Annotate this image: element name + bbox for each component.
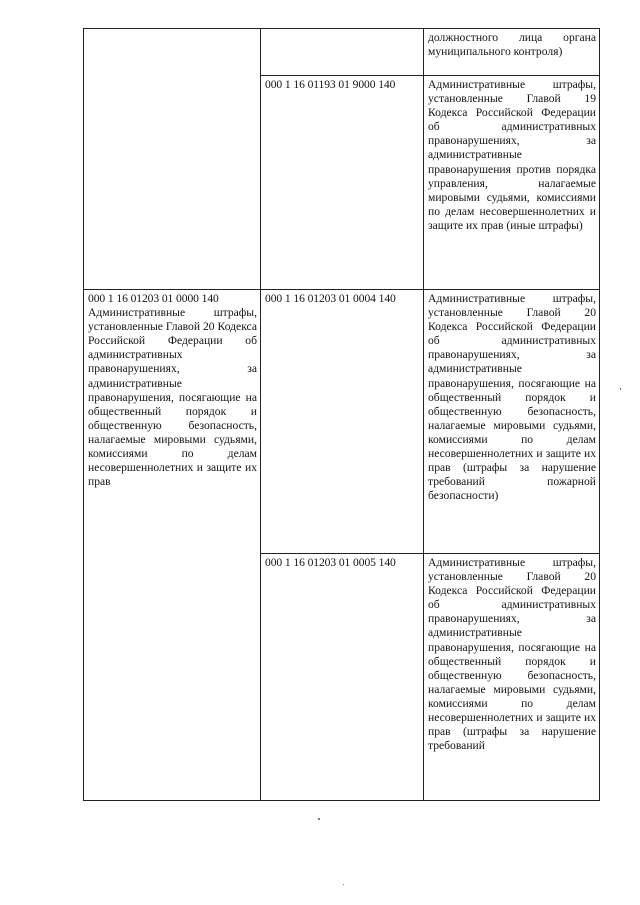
description-cell [424,554,600,801]
scan-speck [620,388,621,390]
description-text: должностного лица органа муниципального контроля) [428,31,596,59]
group-description-text: Административные штрафы, установленные Главой 20 Кодекса Российской Федерации об административных правонарушениях, за административные правонарушения, посягающие на общественный порядок и общественную безопасность, налагаемые мировыми судьями, комиссиями по делам несовершеннолетних и защите их прав [88,306,257,489]
table-row [84,29,600,76]
budget-codes-table [83,28,600,801]
description-cell [424,76,600,290]
code-cell [261,76,424,290]
scan-speck [318,818,320,820]
description-text: Административные штрафы, установленные Главой 20 Кодекса Российской Федерации об административных правонарушениях, за административные правонарушения, посягающие на общественный порядок и общественную безопасность, налагаемые мировыми судьями, комиссиями по делам несовершеннолетних и защите их прав (штрафы за нарушение требований [428,556,596,753]
description-text: Административные штрафы, установленные Главой 20 Кодекса Российской Федерации об административных правонарушениях, за административные правонарушения, посягающие на общественный порядок и общественную безопасность, налагаемые мировыми судьями, комиссиями по делам несовершеннолетних и защите их прав (штрафы за нарушение требований пожарной безопасности) [428,292,596,503]
group-cell [84,290,261,801]
description-cell [424,29,600,76]
code-cell [261,290,424,554]
code-text: 000 1 16 01203 01 0005 140 [265,556,396,569]
description-text: Административные штрафы, установленные Главой 19 Кодекса Российской Федерации об административных правонарушениях, за административные правонарушения против порядка управления, налагаемые мировыми судьями, комиссиями по делам несовершеннолетних и защите их прав (иные штрафы) [428,78,596,232]
scan-speck [343,884,344,885]
code-text: 000 1 16 01203 01 0004 140 [265,292,396,305]
description-cell [424,290,600,554]
code-cell [261,29,424,76]
code-cell [261,554,424,801]
group-code-text: 000 1 16 01203 01 0000 140 [88,292,219,305]
code-text: 000 1 16 01193 01 9000 140 [265,78,396,91]
table-row [84,290,600,554]
group-cell-empty [84,29,261,290]
